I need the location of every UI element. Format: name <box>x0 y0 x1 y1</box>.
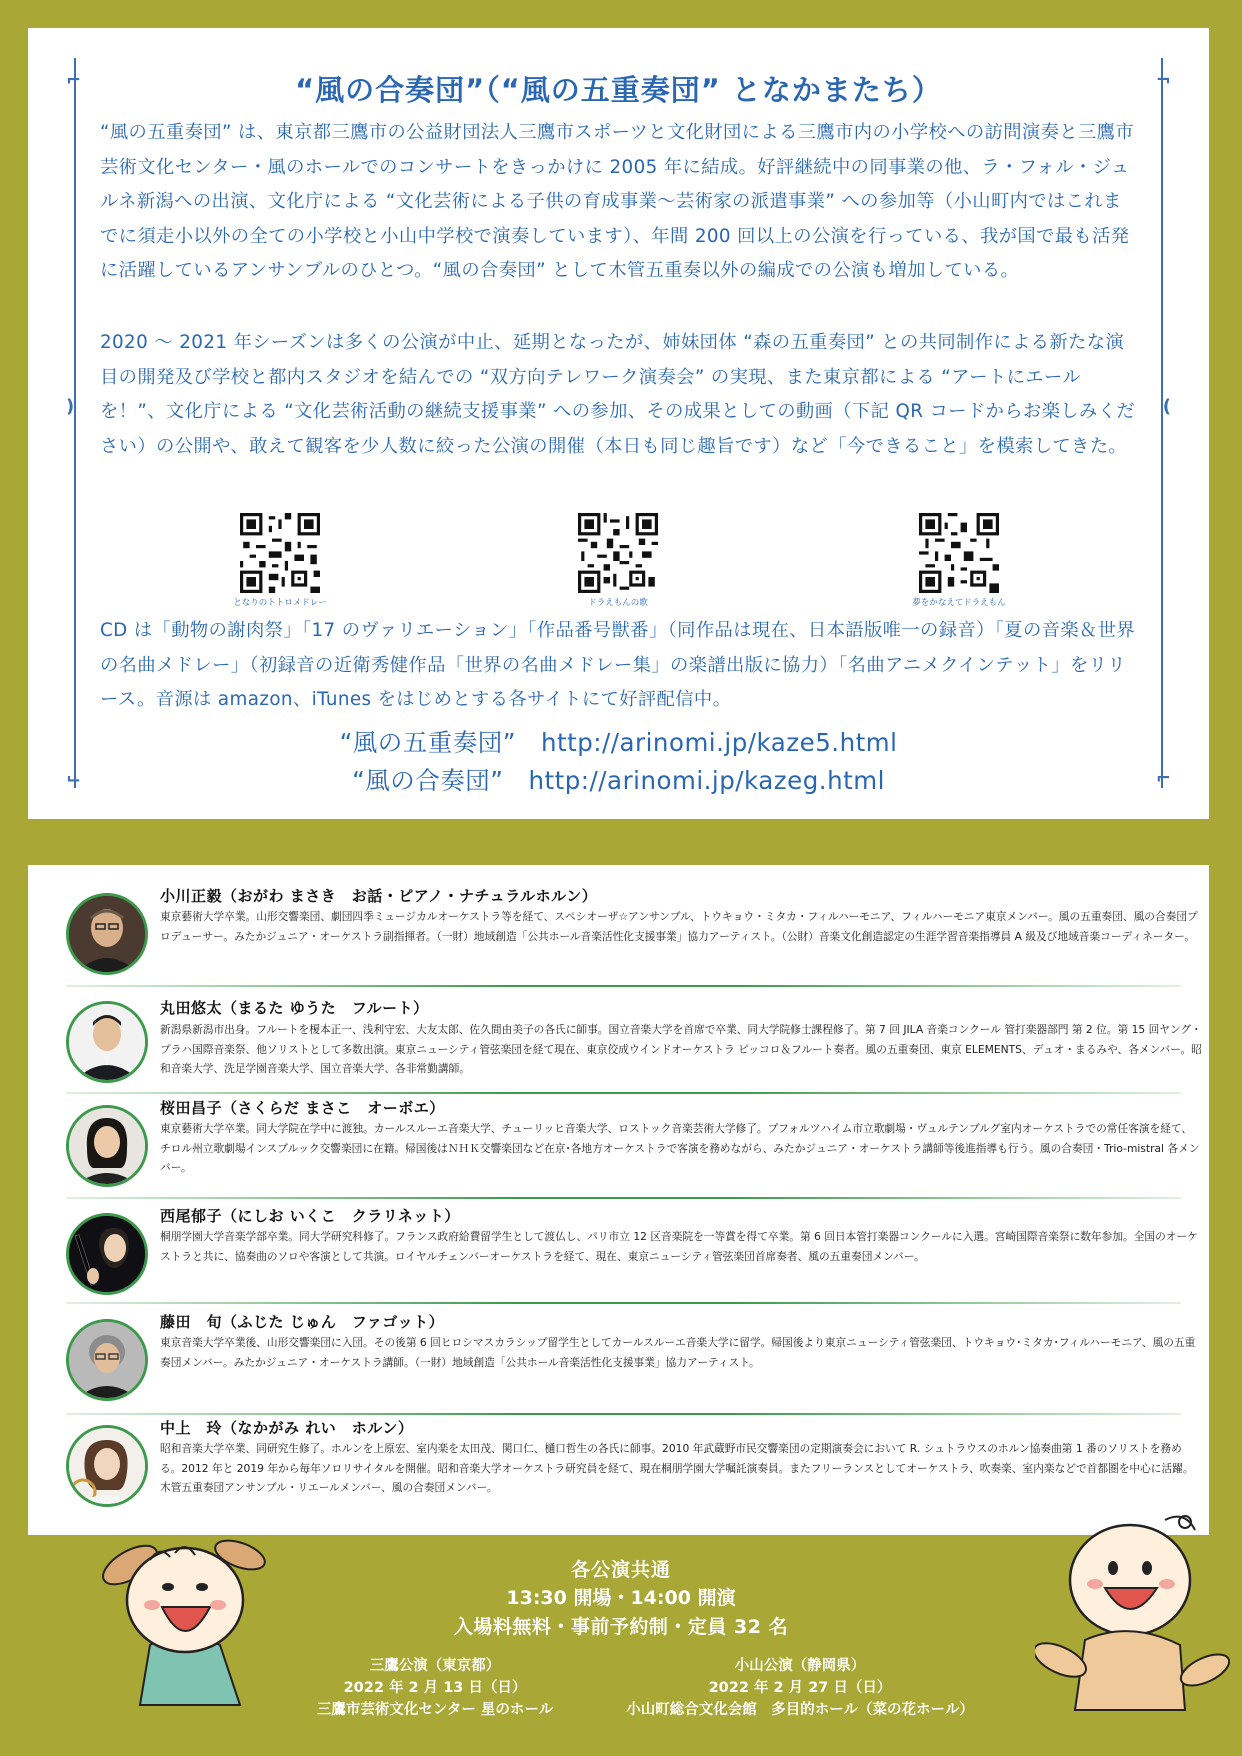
qr-code-icon <box>240 513 320 593</box>
qr-code-doraemon-dream[interactable] <box>912 513 1006 608</box>
venue-label: 小山公演（静岡県） <box>734 1658 866 1674</box>
venue-date: 2022 年 2 月 27 日（日） <box>708 1680 892 1696</box>
separator-line <box>66 1197 1181 1199</box>
frame-ornament-icon: ⌐ <box>1155 768 1171 789</box>
intro-paragraph: “風の五重奏団” は、東京都三鷹市の公益財団法人三鷹市スポーツと文化財団による三鷹市内の小学校への訪問演奏と三鷹市芸術文化センター・風のホールでのコンサートをきっかけに 2005 年に結成。好評継続中の同事業の他、ラ・フォル・ジュルネ新潟への出演、文化庁による “文化芸術による子供の育成事業～芸術家の派遣事業” への参加等（小山町内ではこれまでに須走小以外の全ての小学校と小山中学校で演奏しています）、年間 200 回以上の公演を行っている、我が国で最も活発に活躍しているアンサンブルのひとつ。“風の合奏団” として木管五重奏以外の編成での公演も増加している。 <box>100 122 1135 282</box>
frame-ornament-icon: ( <box>1162 396 1171 417</box>
member-bio: 東京藝術大学卒業。山形交響楽団、劇団四季ミュージカルオーケストラ等を経て、スペシオーザ☆アンサンブル、トウキョウ・ミタカ・フィルハーモニア、フィルハーモニア東京メンバー。風の五重奏団、風の合奏団プロデューサー。みたかジュニア・オーケストラ副指揮者。（一財）地域創造「公共ホール音楽活性化支援事業」協力アーティスト。（公財）音楽文化創造認定の生涯学習音楽指導員 A 級及び地域音楽コーディネーター。 <box>160 910 1198 943</box>
separator-line <box>66 1302 1181 1304</box>
frame-ornament-icon: ⌙ <box>66 768 82 789</box>
venue-mitaka <box>280 1655 590 1721</box>
member-bio: 東京音楽大学卒業後、山形交響楽団に入団。その後第 6 回ヒロシマスカラシップ留学生としてカールスルーエ音楽大学に留学。帰国後より東京ニューシティ管弦楽団、トウキョウ･ミタカ･フィルハーモニア、風の五重奏団メンバー。みたかジュニア・オーケストラ講師。（一財）地域創造「公共ホール音楽活性化支援事業」協力アーティスト。 <box>160 1336 1196 1369</box>
frame-ornament-icon: ) <box>66 396 75 417</box>
member-bio: 昭和音楽大学卒業、同研究生修了。ホルンを上原宏、室内楽を太田茂、関口仁、樋口哲生の各氏に師事。2010 年武蔵野市民交響楽団の定期演奏会において R. シュトラウスのホルン協奏曲第 1 番のソリストを務める。2012 年と 2019 年から毎年ソロリサイタルを開催。昭和音楽大学オーケストラ研究員を経て、現在桐朋学園大学嘱託演奏員。またフリーランスとしてオーケストラ、吹奏楽、室内楽などで首都圏を中心に活躍。木管五重奏団アンサンブル・リエールメンバー、風の合奏団メンバー。 <box>160 1442 1194 1494</box>
qr-code-totoro[interactable] <box>233 513 327 608</box>
venue-place: 小山町総合文化会館 多目的ホール（菜の花ホール） <box>626 1702 974 1718</box>
member-name: 西尾郁子（にしお いくこ クラリネット） <box>160 1207 460 1225</box>
website-link[interactable]: “風の五重奏団” http://arinomi.jp/kaze5.html <box>339 728 898 757</box>
member-name: 桜田昌子（さくらだ まさこ オーボエ） <box>160 1099 445 1117</box>
portrait-man-glasses-icon <box>66 893 148 975</box>
member-bio: 新潟県新潟市出身。フルートを榎本正一、浅利守宏、大友太郎、佐久間由美子の各氏に師事。国立音楽大学を首席で卒業、同大学院修士課程修了。第 7 回 JILA 音楽コンクール 管打楽器部門 第 2 位。第 15 回ヤング・プラハ国際音楽祭、他ソリストとして多数出演。東京ニューシティ管弦楽団を経て現在、東京佼成ウインドオーケストラ ピッコロ＆フルート奏者。風の五重奏団、東京 ELEMENTS、デュオ・まるみや、各メンバー。昭和音楽大学、洗足学園音楽大学、国立音楽大学、各非常勤講師。 <box>160 1023 1202 1075</box>
common-info-title: 各公演共通 <box>570 1559 671 1581</box>
venue-date: 2022 年 2 月 13 日（日） <box>343 1680 527 1696</box>
member-bio: 東京藝術大学卒業。同大学院在学中に渡独。カールスルーエ音楽大学、チューリッヒ音楽大学、ロストック音楽芸術大学修了。プフォルツハイム市立歌劇場・ヴュルテンブルグ室内オーケストラでの常任客演を経て、チロル州立歌劇場インスブルック交響楽団に在籍。帰国後はＮＨＫ交響楽団など在京･各地方オーケストラで客演を務めながら、みたかジュニア・オーケストラ講師等後進指導も行う。風の合奏団・Trio-mistral 各メンバー。 <box>160 1122 1200 1174</box>
intro-title: “風の合奏団”（“風の五重奏団” となかまたち） <box>295 73 942 107</box>
qr-caption: 夢をかなえてドラえもん <box>912 598 1006 608</box>
separator-line <box>66 985 1181 987</box>
separator-line <box>66 1413 1181 1415</box>
member-name: 小川正毅（おがわ まさき お話・ピアノ・ナチュラルホルン） <box>160 887 598 905</box>
portrait-woman-horn-icon <box>66 1425 148 1507</box>
common-info-entry: 入場料無料・事前予約制・定員 32 名 <box>453 1616 789 1638</box>
frame-ornament-icon: ¬ <box>1155 70 1171 91</box>
venue-place: 三鷹市芸術文化センター 星のホール <box>316 1702 554 1718</box>
frame-ornament-icon: ⌐ <box>66 70 82 91</box>
portrait-man-suit-icon <box>66 1001 148 1083</box>
portrait-woman-clarinet-icon <box>66 1213 148 1295</box>
venue-oyama <box>610 1655 990 1721</box>
members-panel <box>28 865 1209 1535</box>
intro-panel <box>28 28 1209 819</box>
qr-caption: ドラえもんの歌 <box>588 598 648 608</box>
frame-left-line <box>74 58 76 788</box>
qr-code-doraemon-song[interactable] <box>578 513 658 608</box>
frame-right-line <box>1161 58 1163 788</box>
qr-caption: となりのトトロメドレー <box>233 598 327 608</box>
separator-line <box>66 1092 1181 1094</box>
member-name: 藤田 旬（ふじた じゅん ファゴット） <box>160 1313 445 1331</box>
portrait-man-gray-hair-icon <box>66 1319 148 1401</box>
common-info-time: 13:30 開場・14:00 開演 <box>506 1587 736 1609</box>
qr-code-icon <box>919 513 999 593</box>
qr-code-icon <box>578 513 658 593</box>
venue-label: 三鷹公演（東京都） <box>369 1658 501 1674</box>
member-name: 丸田悠太（まるた ゆうた フルート） <box>160 999 429 1017</box>
portrait-woman-icon <box>66 1105 148 1187</box>
intro-paragraph: 2020 ～ 2021 年シーズンは多くの公演が中止、延期となったが、姉妹団体 “森の五重奏団” との共同制作による新たな演目の開発及び学校と都内スタジオを結んでの “双方向テレワーク演奏会” の実現、また東京都による “アートにエールを！”、文化庁による “文化芸術活動の継続支援事業” への参加、その成果としての動画（下記 QR コードからお楽しみください）の公開や、敢えて観客を少人数に絞った公演の開催（本日も同じ趣旨です）など「今できること」を模索してきた。 <box>100 332 1136 457</box>
website-link[interactable]: “風の合奏団” http://arinomi.jp/kazeg.html <box>352 766 885 795</box>
member-bio: 桐朋学園大学音楽学部卒業。同大学研究科修了。フランス政府給費留学生として渡仏し、パリ市立 12 区音楽院を一等賞を得て卒業。第 6 回日本管打楽器コンクールに入選。宮崎国際音楽祭に数年参加。全国のオーケストラと共に、協奏曲のソロや客演として共演。ロイヤルチェンバーオーケストラを経て、現在、東京ニューシティ管弦楽団首席奏者、風の五重奏団メンバー。 <box>160 1230 1198 1263</box>
footer <box>0 1535 1242 1756</box>
intro-paragraph: CD は「動物の謝肉祭」「17 のヴァリエーション」「作品番号獣番」（同作品は現在、日本語版唯一の録音）「夏の音楽＆世界の名曲メドレー」（初録音の近衛秀健作品「世界の名曲メドレー集」の楽譜出版に協力）「名曲アニメクインテット」をリリース。音源は amazon、iTunes をはじめとする各サイトにて好評配信中。 <box>100 620 1136 711</box>
member-name: 中上 玲（なかがみ れい ホルン） <box>160 1419 414 1437</box>
